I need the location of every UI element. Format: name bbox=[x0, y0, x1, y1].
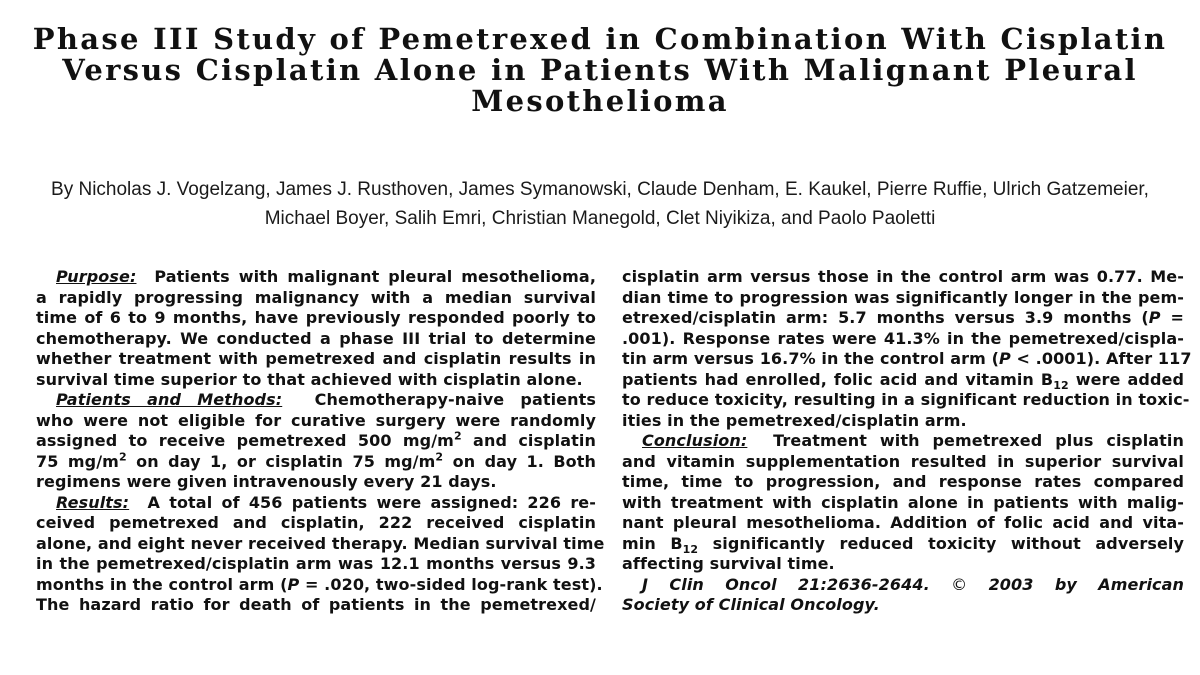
abstract-line: and vitamin supplementation resulted in superior survival bbox=[622, 451, 1184, 471]
abstract-text: on day 1. Both bbox=[443, 451, 596, 471]
abstract-line: time of 6 to 9 months, have previously responded poorly to bbox=[36, 308, 596, 327]
abstract-line: who were not eligible for curative surgery were randomly bbox=[36, 410, 596, 430]
abstract-text: Patients with malignant pleural mesothelioma, bbox=[154, 267, 596, 286]
abstract-text: A total of 456 patients were assigned: 226 re- bbox=[147, 492, 597, 512]
journal-citation: J Clin Oncol 21:2636-2644. bbox=[642, 574, 930, 594]
abstract-line: ities in the pemetrexed/cisplatin arm. bbox=[622, 410, 967, 430]
subscript: 12 bbox=[682, 542, 699, 556]
abstract-line bbox=[36, 431, 596, 452]
abstract-text: months in the control arm ( bbox=[36, 574, 288, 594]
results-heading: Results: bbox=[56, 492, 130, 512]
abstract-line bbox=[622, 349, 1192, 370]
abstract-text: were added bbox=[1068, 369, 1184, 389]
abstract-line: .001). Response rates were 41.3% in the pemetrexed/cispla- bbox=[622, 328, 1184, 348]
abstract-line: nant pleural mesothelioma. Addition of folic acid and vita- bbox=[622, 513, 1184, 532]
abstract-line: cisplatin arm versus those in the control arm was 0.77. Me- bbox=[622, 267, 1184, 286]
abstract-left-column bbox=[36, 267, 605, 616]
p-value-symbol: P bbox=[998, 349, 1011, 368]
citation-line: Society of Clinical Oncology. bbox=[622, 595, 880, 614]
abstract-text: 75 mg/m bbox=[36, 451, 119, 471]
abstract-text: Treatment with pemetrexed plus cisplatin bbox=[773, 431, 1185, 450]
abstract-text: = bbox=[1160, 308, 1184, 327]
abstract-line: The hazard ratio for death of patients in the pemetrexed/ bbox=[36, 595, 596, 614]
abstract-text: = .020, two-sided log-rank test). bbox=[299, 574, 603, 594]
abstract-line: to reduce toxicity, resulting in a significant reduction in toxic- bbox=[622, 390, 1190, 409]
abstract-line: ceived pemetrexed and cisplatin, 222 received cisplatin bbox=[36, 513, 596, 532]
author-list bbox=[0, 175, 1200, 233]
abstract-line bbox=[36, 452, 596, 473]
abstract-line bbox=[36, 267, 596, 288]
abstract-line bbox=[622, 370, 1184, 391]
abstract-line bbox=[622, 308, 1184, 329]
title-line: Phase III Study of Pemetrexed in Combination With Cisplatin bbox=[32, 22, 1168, 56]
abstract-line: survival time superior to that achieved with cisplatin alone. bbox=[36, 369, 583, 389]
title-line: Mesothelioma bbox=[471, 84, 729, 118]
abstract-text: and cisplatin bbox=[461, 431, 596, 450]
patients-methods-heading: Patients and Methods: bbox=[56, 390, 283, 409]
superscript: 2 bbox=[435, 450, 444, 464]
abstract-text: < .0001). After 117 bbox=[1010, 349, 1192, 368]
abstract-text: tin arm versus 16.7% in the control arm ( bbox=[622, 349, 999, 368]
abstract-line: chemotherapy. We conducted a phase III trial to determine bbox=[36, 328, 596, 348]
author-line: By Nicholas J. Vogelzang, James J. Rusthoven, James Symanowski, Claude Denham, E. Kaukel, Pierre Ruffie, Ulrich Gatzemeier, bbox=[51, 179, 1149, 200]
abstract-right-column bbox=[622, 267, 1192, 616]
subscript: 12 bbox=[1053, 378, 1069, 392]
abstract-line: alone, and eight never received therapy. Median survival time bbox=[36, 533, 605, 553]
p-value-symbol: P bbox=[287, 574, 300, 594]
author-line: Michael Boyer, Salih Emri, Christian Manegold, Clet Niyikiza, and Paolo Paoletti bbox=[264, 208, 936, 229]
abstract-text: on day 1, or cisplatin 75 mg/m bbox=[126, 451, 436, 471]
abstract-line: with treatment with cisplatin alone in patients with malig- bbox=[622, 492, 1184, 512]
abstract-text: Chemotherapy-naive patients bbox=[314, 390, 596, 409]
abstract-text: etrexed/cisplatin arm: 5.7 months versus 3.9 months ( bbox=[622, 308, 1149, 327]
abstract-text: assigned to receive pemetrexed 500 mg/m bbox=[36, 431, 454, 450]
abstract-line bbox=[622, 431, 1184, 452]
abstract-text: significantly reduced toxicity without adversely bbox=[698, 533, 1185, 553]
abstract-line bbox=[36, 390, 596, 411]
abstract-line: whether treatment with pemetrexed and cisplatin results in bbox=[36, 349, 596, 368]
abstract-line bbox=[36, 574, 603, 596]
title-line: Versus Cisplatin Alone in Patients With Malignant Pleural bbox=[62, 53, 1138, 87]
superscript: 2 bbox=[453, 429, 462, 443]
abstract-line: affecting survival time. bbox=[622, 554, 835, 573]
citation-line bbox=[622, 575, 1184, 596]
abstract-line bbox=[36, 493, 596, 514]
copyright-text: 2003 by American bbox=[988, 574, 1185, 594]
abstract-line: in the pemetrexed/cisplatin arm was 12.1 months versus 9.3 bbox=[36, 554, 596, 573]
abstract-text: patients had enrolled, folic acid and vitamin B bbox=[622, 369, 1054, 389]
superscript: 2 bbox=[118, 450, 127, 464]
purpose-heading: Purpose: bbox=[56, 267, 137, 286]
abstract-line bbox=[622, 534, 1184, 555]
abstract-line: a rapidly progressing malignancy with a median survival bbox=[36, 287, 596, 307]
abstract-line: time, time to progression, and response rates compared bbox=[622, 472, 1184, 491]
copyright-symbol: © bbox=[951, 574, 968, 594]
abstract-text: min B bbox=[622, 533, 683, 553]
abstract-line: regimens were given intravenously every 21 days. bbox=[36, 472, 497, 491]
p-value-symbol: P bbox=[1148, 308, 1161, 327]
conclusion-heading: Conclusion: bbox=[642, 431, 748, 450]
abstract-line: dian time to progression was significantly longer in the pem- bbox=[622, 287, 1184, 307]
paper-title bbox=[20, 24, 1180, 117]
